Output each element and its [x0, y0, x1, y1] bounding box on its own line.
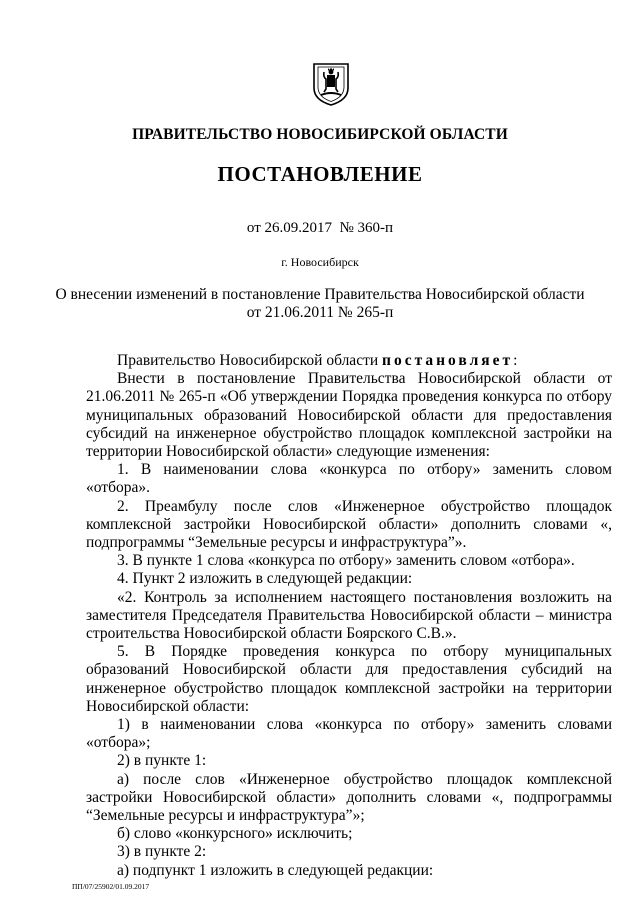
coat-of-arms-icon	[311, 58, 351, 106]
paragraph: 2. Преамбулу после слов «Инженерное обустройство площадок комплексной застройки Новосибирской области» дополнить словами «, подпрограммы “Земельные ресурсы и инфраструктура”».	[86, 497, 612, 552]
paragraph: 1. В наименовании слова «конкурса по отбору» заменить словом «отбора».	[86, 461, 612, 497]
preamble-verb: постановляет	[382, 352, 514, 369]
subject-line-2: от 21.06.2011 № 265-п	[246, 304, 394, 321]
paragraph: 5. В Порядке проведения конкурса по отбору муниципальных образований Новосибирской области для предоставления субсидий на инженерное обустройство площадок комплексной застройки на территории Новосибирской области:	[86, 643, 612, 715]
subject-line-1: О внесении изменений в постановление Правительства Новосибирской области	[55, 286, 585, 303]
paragraph: а) после слов «Инженерное обустройство площадок комплексной застройки Новосибирской области» дополнить словами «, подпрограммы “Земельные ресурсы и инфраструктура”»;	[86, 770, 612, 825]
paragraph: 3) в пункте 2:	[117, 843, 207, 861]
document-date-number: от 26.09.2017 № 360-п	[246, 220, 394, 236]
paragraph: Внести в постановление Правительства Новосибирской области от 21.06.2011 № 265-п «Об утверждении Порядка проведения конкурса по отбору муниципальных образований Новосибирской области для предоставления субсидий на инженерное обустройство площадок комплексной застройки на территории Новосибирской области» следующие изменения:	[86, 370, 612, 461]
paragraph: 1) в наименовании слова «конкурса по отбору» заменить словами «отбора»;	[86, 716, 612, 752]
document-subject	[0, 286, 640, 322]
footer-code: ПП/07/25902/01.09.2017	[72, 882, 150, 891]
paragraph: 3. В пункте 1 слова «конкурса по отбору» заменить словом «отбора».	[117, 552, 575, 570]
paragraph: а) подпункт 1 изложить в следующей редакции:	[117, 861, 434, 879]
paragraph: «2. Контроль за исполнением настоящего постановления возложить на заместителя Председателя Правительства Новосибирской области – министра строительства Новосибирской области Боярского С.В.».	[86, 588, 612, 643]
paragraph: 4. Пункт 2 изложить в следующей редакции:	[117, 570, 413, 588]
preamble	[86, 352, 612, 370]
document-type: ПОСТАНОВЛЕНИЕ	[217, 162, 423, 186]
preamble-text: Правительство Новосибирской области	[117, 352, 383, 369]
government-name: ПРАВИТЕЛЬСТВО НОВОСИБИРСКОЙ ОБЛАСТИ	[132, 126, 508, 143]
paragraph: б) слово «конкурсного» исключить;	[117, 825, 353, 843]
city: г. Новосибирск	[281, 255, 359, 269]
paragraph: 2) в пункте 1:	[117, 752, 207, 770]
document-body	[86, 352, 612, 880]
preamble-end: :	[513, 352, 518, 369]
